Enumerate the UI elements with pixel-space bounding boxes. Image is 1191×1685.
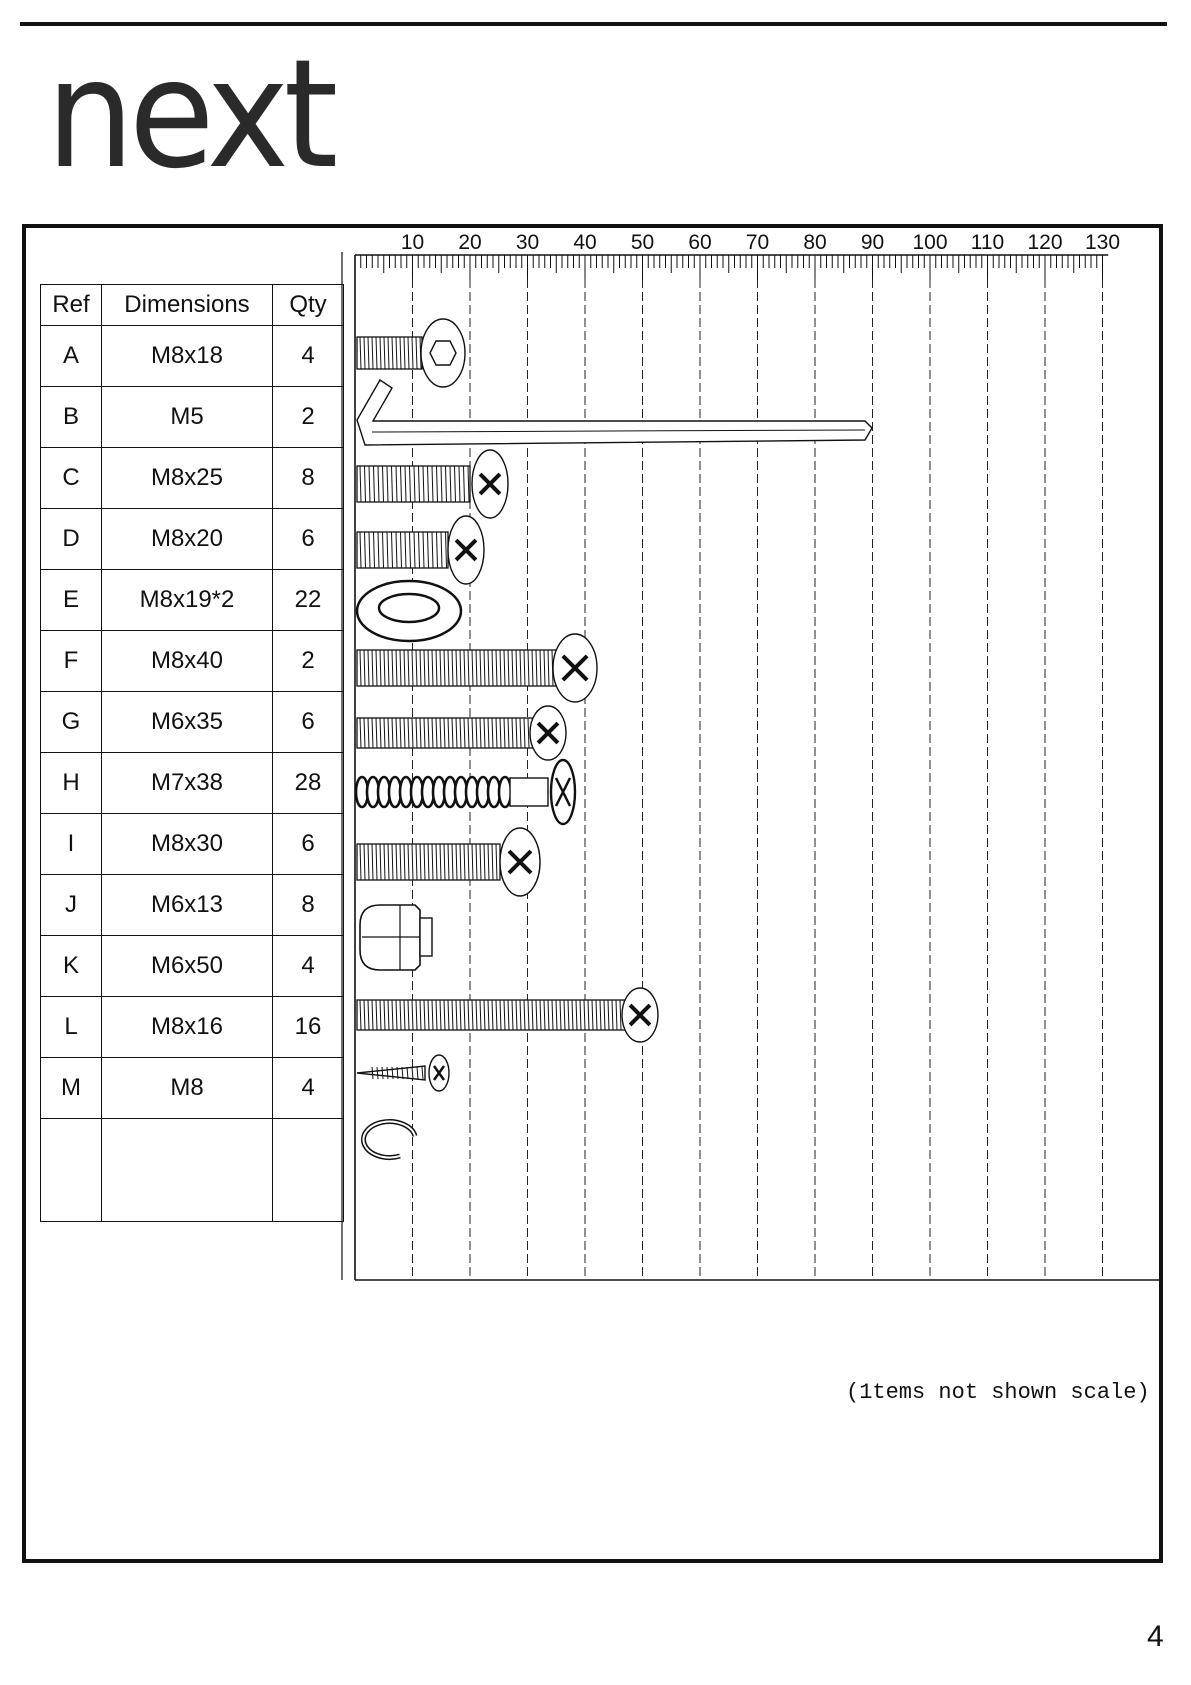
part-l-thread (387, 1067, 388, 1079)
cell-qty: 6 (273, 509, 344, 570)
table-row (41, 448, 344, 509)
part-l-thread (377, 1067, 378, 1079)
cell-dimensions: M8x40 (102, 631, 273, 692)
cell-ref: C (41, 448, 102, 509)
ruler-label: 120 (1027, 231, 1063, 254)
page-number: 4 (1147, 1620, 1164, 1653)
scale-note: (1tems not shown scale) (846, 1380, 1150, 1405)
header-qty: Qty (273, 285, 344, 326)
part-b-allen-key (357, 380, 872, 445)
cell-dimensions: M8 (102, 1058, 273, 1119)
cell-empty (41, 1119, 102, 1222)
table-row (41, 875, 344, 936)
cell-qty: 4 (273, 936, 344, 997)
cell-ref: J (41, 875, 102, 936)
cell-ref: I (41, 814, 102, 875)
part-h-thread (499, 777, 511, 807)
ruler-label: 100 (912, 231, 948, 254)
part-h-shank (510, 778, 548, 806)
cell-ref: L (41, 997, 102, 1058)
table-row (41, 692, 344, 753)
brand-logo: next (46, 28, 333, 202)
part-e-washer-hole (379, 594, 439, 622)
cell-qty: 6 (273, 692, 344, 753)
cell-ref: H (41, 753, 102, 814)
ruler-label: 50 (630, 231, 655, 254)
ruler-label: 80 (803, 231, 827, 254)
ruler-label: 90 (860, 231, 885, 254)
cell-qty: 22 (273, 570, 344, 631)
ruler-label: 110 (970, 231, 1005, 254)
ruler-label: 40 (573, 231, 597, 254)
cell-dimensions: M8x25 (102, 448, 273, 509)
part-l-thread (372, 1067, 373, 1079)
cell-qty: 4 (273, 1058, 344, 1119)
cell-qty: 28 (273, 753, 344, 814)
header-dimensions: Dimensions (102, 285, 273, 326)
cell-ref: E (41, 570, 102, 631)
table-row (41, 1058, 344, 1119)
table-row (41, 387, 344, 448)
table-row (41, 326, 344, 387)
cell-dimensions: M6x50 (102, 936, 273, 997)
cell-qty: 6 (273, 814, 344, 875)
cell-empty (102, 1119, 273, 1222)
cell-dimensions: M5 (102, 387, 273, 448)
cell-dimensions: M8x19*2 (102, 570, 273, 631)
part-d-shank (357, 532, 448, 568)
cell-qty: 2 (273, 631, 344, 692)
table-row (41, 997, 344, 1058)
cell-dimensions: M7x38 (102, 753, 273, 814)
part-l-shank (357, 1066, 425, 1080)
cell-empty (273, 1119, 344, 1222)
part-a-hex-socket-icon (430, 341, 456, 365)
ruler-label: 60 (688, 231, 712, 254)
cell-dimensions: M8x20 (102, 509, 273, 570)
cell-qty: 8 (273, 875, 344, 936)
cell-dimensions: M8x18 (102, 326, 273, 387)
cell-ref: K (41, 936, 102, 997)
table-row (41, 631, 344, 692)
cell-ref: A (41, 326, 102, 387)
header-ref: Ref (41, 285, 102, 326)
part-j-flange (420, 918, 432, 956)
part-l-thread (382, 1067, 383, 1079)
cell-ref: G (41, 692, 102, 753)
cell-ref: M (41, 1058, 102, 1119)
cell-dimensions: M6x35 (102, 692, 273, 753)
table-row (41, 570, 344, 631)
ruler-label: 30 (515, 231, 540, 254)
ruler-label: 20 (458, 231, 482, 254)
cell-qty: 16 (273, 997, 344, 1058)
cell-ref: B (41, 387, 102, 448)
cell-ref: F (41, 631, 102, 692)
ruler-label: 130 (1084, 231, 1121, 254)
cell-dimensions: M8x16 (102, 997, 273, 1058)
cell-qty: 8 (273, 448, 344, 509)
part-m-spring-washer-inner (364, 1122, 415, 1158)
cell-dimensions: M8x30 (102, 814, 273, 875)
table-row-empty (41, 1119, 344, 1222)
table-row (41, 936, 344, 997)
table-row (41, 509, 344, 570)
ruler-label: 10 (400, 231, 425, 254)
table-row (41, 753, 344, 814)
cell-qty: 2 (273, 387, 344, 448)
ruler-label: 70 (745, 231, 770, 254)
table-header-row (41, 285, 344, 326)
cell-dimensions: M6x13 (102, 875, 273, 936)
cell-ref: D (41, 509, 102, 570)
cell-qty: 4 (273, 326, 344, 387)
parts-table (40, 284, 344, 1222)
table-row (41, 814, 344, 875)
